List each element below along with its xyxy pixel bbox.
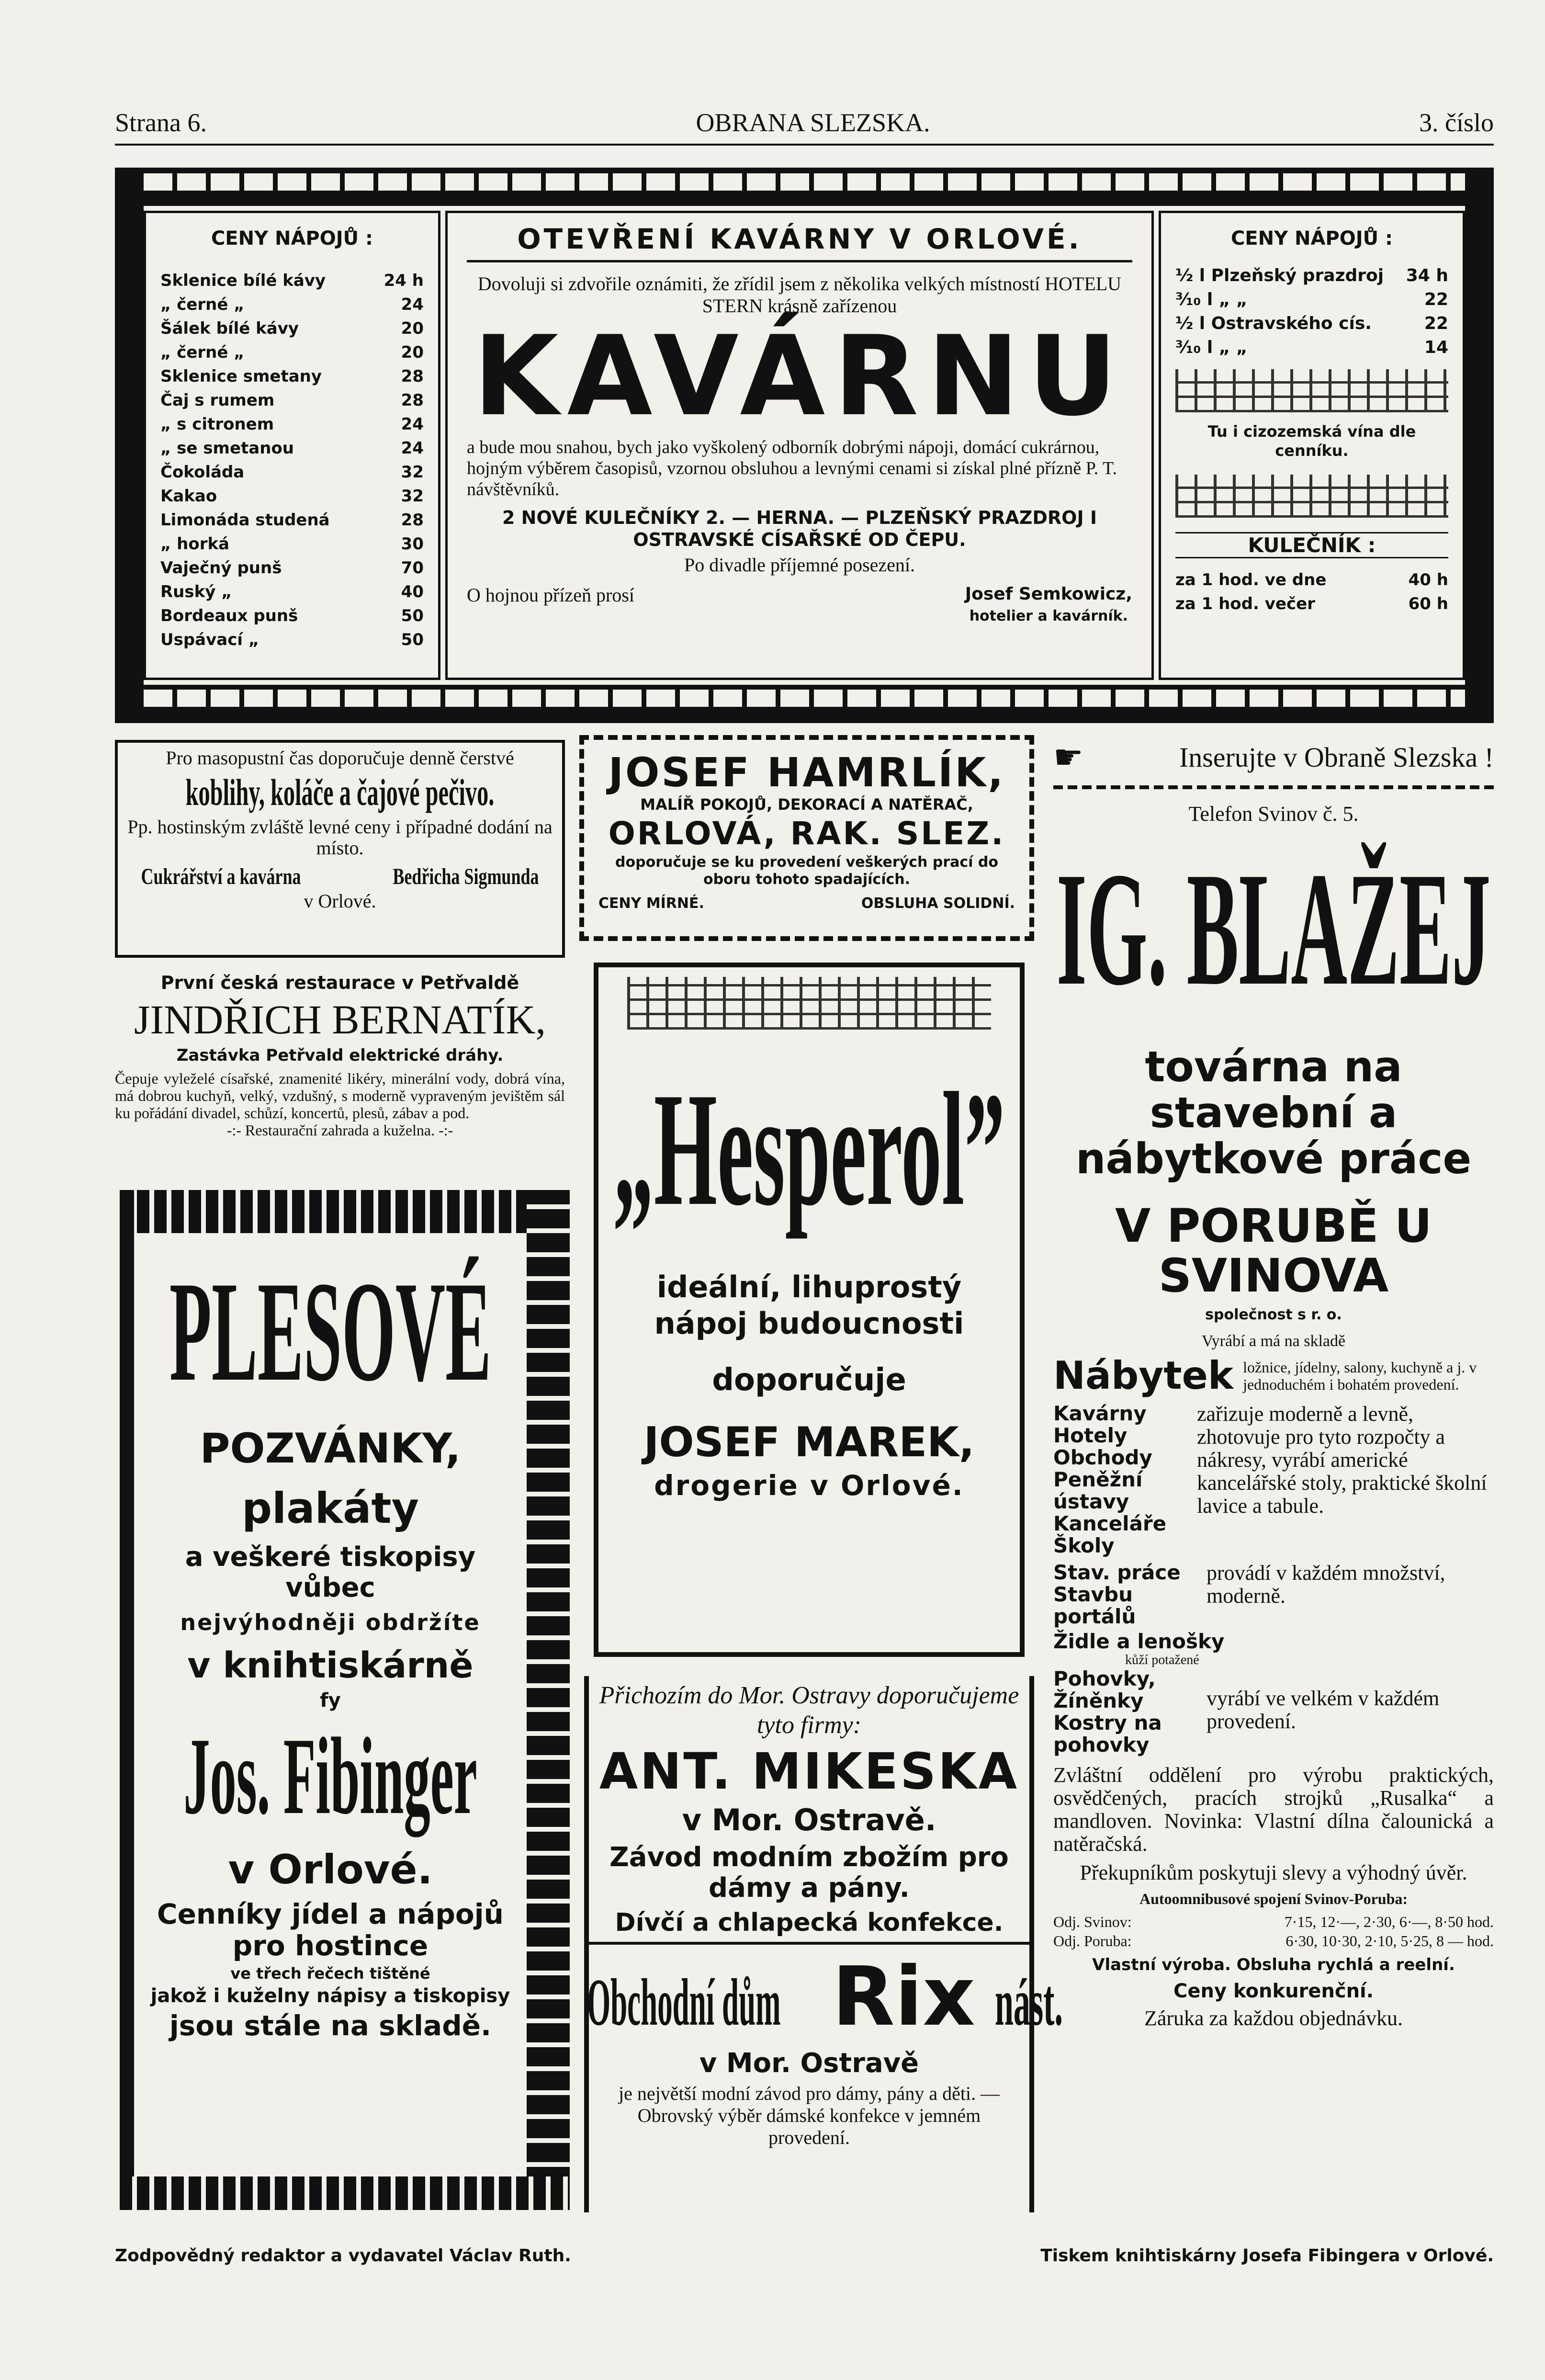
drink-price: 32 [401, 487, 424, 506]
hesperol-ad [594, 963, 1025, 1657]
blazej-factory: továrna na stavební a nábytkové práce [1075, 1042, 1472, 1183]
blazej-bus: Autoomnibusové spojení Svinov-Poruba: [1139, 1890, 1408, 1907]
fibinger-bottom-bar [120, 2176, 570, 2210]
blazej-list2-item: Pohovky, [1053, 1667, 1156, 1690]
drink-price: 24 [401, 295, 424, 314]
pointing-hand-icon: ☛ [1053, 737, 1083, 777]
ornament-band-2 [1175, 475, 1448, 518]
drink-name: Sklenice smetany [160, 367, 322, 386]
sigmund-ad [115, 740, 565, 958]
fibinger-knihtiskarne: v knihtiskárně [187, 1645, 474, 1686]
blazej-dep2: 6·30, 10·30, 2·10, 5·25, 8 — hod. [1286, 1932, 1494, 1949]
price-heading: CENY NÁPOJŮ : [211, 227, 373, 249]
blazej-dep2-label: Odj. Poruba: [1053, 1932, 1132, 1949]
drink-name: Vaječný punš [160, 558, 282, 578]
drink-row [160, 556, 424, 580]
issue-number: 3. číslo [1419, 108, 1494, 137]
blazej-guarantee: Záruka za každou objednávku. [1144, 2006, 1403, 2030]
drink-name: Sklenice bílé kávy [160, 271, 326, 290]
drink-price: 28 [401, 391, 424, 410]
right-price-list [1159, 211, 1465, 680]
hesperol-name: JOSEF MAREK, [643, 1418, 975, 1466]
cafe-signature: Josef Semkowicz, [965, 584, 1132, 604]
fibinger-ve: ve třech řečech tištěné [230, 1964, 430, 1983]
drink-price: 40 [401, 582, 424, 601]
cafe-title: OTEVŘENÍ KAVÁRNY V ORLOVÉ. [467, 223, 1132, 262]
cafe-features: 2 NOVÉ KULEČNÍKY 2. — HERNA. — PLZEŇSKÝ PRAZDROJ I OSTRAVSKÉ CÍSAŘSKÉ OD ČEPU. [502, 507, 1097, 550]
hamrlik-ad [579, 735, 1034, 941]
ostrava-store-right: nást. [994, 1965, 1063, 2040]
fibinger-nejvyhodneji: nejvýhodněji obdržíte [180, 1609, 481, 1635]
blazej-list-item: Obchody [1053, 1446, 1152, 1469]
footer-editor: Zodpovědný redaktor a vydavatel Václav Ruth. [115, 2246, 571, 2266]
billiard-price: 40 h [1408, 570, 1448, 589]
fibinger-big: PLESOVÉ [169, 1252, 492, 1411]
ostrava-store-city: v Mor. Ostravě [699, 2048, 919, 2079]
fibinger-name: Jos. Fibinger [183, 1715, 477, 1837]
blazej-special: Zvláštní oddělení pro výrobu praktických, osvědčených, pracích strojků „Rusalka“ a mandloven. Novinka: Vlastní dílna čalounická a natěračská. [1053, 1763, 1494, 1856]
drink-row [160, 364, 424, 388]
bernatik-name: JINDŘICH BERNATÍK, [134, 997, 546, 1043]
blazej-zidle: Židle a lenošky [1053, 1630, 1225, 1653]
beer-price: 14 [1424, 338, 1448, 357]
beer-row [1175, 264, 1448, 288]
blazej-list-item: Školy [1053, 1534, 1115, 1557]
cafe-request: O hojnou přízeň prosí [467, 584, 634, 606]
blazej-list2-right: vyrábí ve velkém v každém provedení. [1207, 1687, 1440, 1733]
drink-row [160, 293, 424, 317]
drink-price: 70 [401, 558, 424, 578]
ostrava-intro: Přichozím do Mor. Ostravy doporučujeme tyto firmy: [599, 1682, 1019, 1739]
fibinger-sklad: jsou stále na skladě. [169, 2009, 492, 2042]
fibinger-top-bar [120, 1190, 570, 1233]
beer-name: ³⁄₁₀ l „ „ [1175, 290, 1248, 309]
drink-row [160, 317, 424, 340]
beer-row [1175, 336, 1448, 360]
drink-row [160, 604, 424, 628]
drink-price: 28 [401, 510, 424, 530]
banner-stripe-top [144, 173, 1465, 191]
hamrlik-right: OBSLUHA SOLIDNÍ. [861, 895, 1015, 912]
hesperol-big: „Hesperol” [613, 1059, 1005, 1239]
page-footer [115, 2246, 1494, 2266]
drink-row [160, 628, 424, 652]
ornament-band [1175, 369, 1448, 412]
fibinger-right-bar [527, 1190, 570, 2210]
drink-price: 32 [401, 463, 424, 482]
left-price-list [144, 211, 440, 680]
bernatik-stop: Zastávka Petřvald elektrické dráhy. [176, 1046, 504, 1065]
ostrava-store-desc: je největší modní závod pro dámy, pány a děti. — Obrovský výběr dámské konfekce v jemném provedení. [618, 2083, 1000, 2148]
hamrlik-place: ORLOVÁ, RAK. SLEZ. [608, 815, 1005, 852]
blazej-list-item: Kanceláře [1053, 1512, 1167, 1535]
fibinger-place: v Orlové. [228, 1846, 433, 1893]
drink-name: Limonáda studená [160, 510, 330, 530]
drink-row [160, 340, 424, 364]
ostrava-kids: Dívčí a chlapecká konfekce. [589, 1904, 1029, 1945]
blazej-phone: Telefon Svinov č. 5. [1188, 802, 1359, 826]
beer-row [1175, 288, 1448, 312]
blazej-stav-right: provádí v každém množství, moderně. [1207, 1561, 1445, 1608]
fibinger-ad [139, 1240, 522, 2169]
sigmund-left: Cukrářství a kavárna [141, 864, 301, 889]
drink-name: Kakao [160, 487, 217, 506]
sigmund-right: Bedřicha Sigmunda [393, 864, 539, 889]
blazej-list2-item: Žíněnky [1053, 1689, 1144, 1712]
fibinger-fy: fy [320, 1689, 341, 1711]
blazej-nabytek-desc: ložnice, jídelny, salony, kuchyně a j. v jednoduchém i bohatém provedení. [1243, 1358, 1477, 1393]
fibinger-cenniky: Cenníky jídel a nápojů pro hostince [157, 1898, 504, 1962]
ostrava-ad [584, 1676, 1063, 2212]
drink-row [160, 532, 424, 556]
cafe-signature-role: hotelier a kavárník. [969, 608, 1128, 624]
ostrava-city: v Mor. Ostravě. [682, 1802, 936, 1837]
drink-name: Bordeaux punš [160, 606, 298, 625]
blazej-name: IG. BLAŽEJ [1056, 839, 1491, 1019]
drink-row [160, 436, 424, 460]
drink-price: 50 [401, 606, 424, 625]
bernatik-garden: -:- Restaurační zahrada a kuželna. -:- [226, 1122, 453, 1139]
ostrava-desc: Závod modním zbožím pro dámy a pány. [609, 1842, 1009, 1904]
blazej-stavbu: Stavbu portálů [1053, 1583, 1136, 1628]
drink-row [160, 580, 424, 604]
ostrava-firm: ANT. MIKESKA [599, 1742, 1019, 1801]
sigmund-place: v Orlové. [304, 890, 376, 912]
drink-name: Ruský „ [160, 582, 232, 601]
banner-stripe-bottom [144, 690, 1465, 707]
blazej-makes: Vyrábí a má na skladě [1201, 1332, 1346, 1350]
fibinger-left-bar [120, 1190, 134, 2210]
blazej-list-item: Kavárny [1053, 1402, 1147, 1425]
drink-price: 24 h [383, 271, 424, 290]
inserujte-line [1053, 737, 1494, 777]
hesperol-desc: ideální, lihuprostý nápoj budoucnosti [654, 1269, 964, 1341]
cafe-theatre: Po divadle příjemné posezení. [684, 554, 915, 576]
blazej-dep1: 7·15, 12·—, 2·30, 6·—, 8·50 hod. [1284, 1913, 1494, 1930]
drink-name: Čaj s rumem [160, 391, 275, 410]
beer-name: ³⁄₁₀ l „ „ [1175, 338, 1248, 357]
page-number: Strana 6. [115, 108, 207, 137]
ostrava-store-big: Rix [832, 1949, 975, 2044]
drink-name: Uspávací „ [160, 630, 259, 649]
hesperol-ornament [627, 977, 991, 1030]
inserujte-text: Inserujte v Obraně Slezska ! [1179, 741, 1494, 773]
blazej-own: Vlastní výroba. Obsluha rychlá a reelní. [1092, 1955, 1455, 1974]
dotted-rule [1053, 785, 1494, 789]
drink-name: „ černé „ [160, 295, 245, 314]
hamrlik-offer: doporučuje se ku provedení veškerých prací do oboru tohoto spadajících. [615, 854, 998, 888]
sigmund-big: koblihy, koláče a čajové pečivo. [185, 771, 495, 813]
billiard-row [1175, 568, 1448, 592]
billiard-row [1175, 592, 1448, 616]
fibinger-tiskopisy: a veškeré tiskopisy vůbec [185, 1541, 476, 1603]
bernatik-first: První česká restaurace v Petřvaldě [160, 972, 519, 993]
beer-price: 34 h [1406, 266, 1448, 285]
header-rule [115, 144, 1494, 146]
blazej-list-right: zařizuje moderně a levně, zhotovuje pro tyto rozpočty a nákresy, vyrábí americké kancelářské stoly, praktické školní lavice a tabule. [1197, 1402, 1487, 1518]
drink-name: „ se smetanou [160, 439, 294, 458]
hesperol-rec: doporučuje [712, 1362, 906, 1398]
blazej-prices: Ceny konkurenční. [1173, 1980, 1374, 2002]
billiard-name: za 1 hod. večer [1175, 594, 1315, 613]
drink-row [160, 412, 424, 436]
cafe-announcement [445, 211, 1154, 680]
drink-price: 20 [401, 319, 424, 338]
drink-price: 50 [401, 630, 424, 649]
fibinger-pozvanky: POZVÁNKY, [200, 1425, 461, 1473]
billiard-price: 60 h [1408, 594, 1448, 613]
blazej-ad [1053, 795, 1494, 2212]
drink-name: Šálek bílé kávy [160, 319, 299, 338]
blazej-stav: Stav. práce [1053, 1561, 1181, 1584]
billiard-heading: KULEČNÍK : [1175, 532, 1448, 558]
bernatik-body: Čepuje vyleželé císařské, znamenité likéry, minerální vody, dobrá vína, má dobrou kuchyň, velký, vzdušný, s moderně vypraveným jevištěm sál ku pořádání divadel, schůzí, koncertů, plesů, zábav a pod. [115, 1070, 565, 1122]
drink-price: 24 [401, 439, 424, 458]
beer-price: 22 [1424, 314, 1448, 333]
fibinger-plakaty: plakáty [242, 1484, 419, 1533]
drink-price: 24 [401, 415, 424, 434]
beer-price: 22 [1424, 290, 1448, 309]
ostrava-store-left: Obchodní dům [587, 1965, 781, 2040]
drink-row [160, 269, 424, 293]
bernatik-ad [115, 972, 565, 1178]
cafe-intro: Dovoluji si zdvořile oznámiti, že zřídil jsem z několika velkých místností HOTELU STERN krásně zařízenou [477, 273, 1122, 317]
drink-row [160, 460, 424, 484]
wine-note: Tu i cizozemská vína dle cenníku. [1207, 422, 1416, 460]
drink-name: „ s citronem [160, 415, 274, 434]
drink-name: „ černé „ [160, 343, 245, 362]
blazej-place: V PORUBĚ U SVINOVA [1115, 1199, 1432, 1303]
blazej-nabytek: Nábytek [1053, 1353, 1234, 1398]
sigmund-line1: Pro masopustní čas doporučuje denně čerstvé [166, 747, 514, 769]
drink-price: 20 [401, 343, 424, 362]
beer-row [1175, 312, 1448, 336]
blazej-list2-item: Kostry na pohovky [1053, 1711, 1162, 1757]
drink-price: 30 [401, 534, 424, 554]
hamrlik-left: CENY MÍRNÉ. [598, 895, 704, 912]
beer-name: ½ l Plzeňský prazdroj [1175, 266, 1384, 285]
hesperol-shop: drogerie v Orlové. [654, 1469, 964, 1502]
billiard-name: za 1 hod. ve dne [1175, 570, 1327, 589]
fibinger-napisy: jakož i kuželny nápisy a tiskopisy [150, 1985, 510, 2007]
blazej-company: společnost s r. o. [1205, 1306, 1342, 1323]
blazej-dep1-label: Odj. Svinov: [1053, 1913, 1132, 1930]
footer-printer: Tiskem knihtiskárny Josefa Fibingera v Orlové. [1040, 2246, 1494, 2266]
drink-row [160, 508, 424, 532]
page-header [115, 108, 1494, 146]
hamrlik-trade: MALÍŘ POKOJŮ, DEKORACÍ A NATĚRAČ, [640, 795, 973, 814]
hamrlik-name: JOSEF HAMRLÍK, [608, 749, 1005, 796]
drink-row [160, 388, 424, 412]
sigmund-line2: Pp. hostinským zvláště levné ceny i případné dodání na místo. [127, 816, 553, 859]
blazej-list-item: Hotely [1053, 1424, 1128, 1447]
cafe-big-word: KAVÁRNU [473, 313, 1126, 441]
drink-row [160, 484, 424, 508]
blazej-zidle-sub: kůží potažené [1125, 1653, 1199, 1667]
drink-name: Čokoláda [160, 463, 245, 482]
newspaper-title: OBRANA SLEZSKA. [696, 108, 930, 137]
drink-name: „ horká [160, 534, 230, 554]
price-heading-right: CENY NÁPOJŮ : [1230, 227, 1393, 249]
beer-name: ½ l Ostravského cís. [1175, 314, 1372, 333]
drink-price: 28 [401, 367, 424, 386]
cafe-body: a bude mou snahou, bych jako vyškolený odborník dobrými nápoji, domácí cukrárnou, hojným výběrem časopisů, vzornou obsluhou a levnými cenami si získal plné přízně P. T. návštěvníků. [467, 437, 1117, 499]
blazej-resellers: Překupníkům poskytuji slevy a výhodný úvěr. [1080, 1861, 1467, 1884]
blazej-list-item: Peněžní ústavy [1053, 1468, 1143, 1513]
